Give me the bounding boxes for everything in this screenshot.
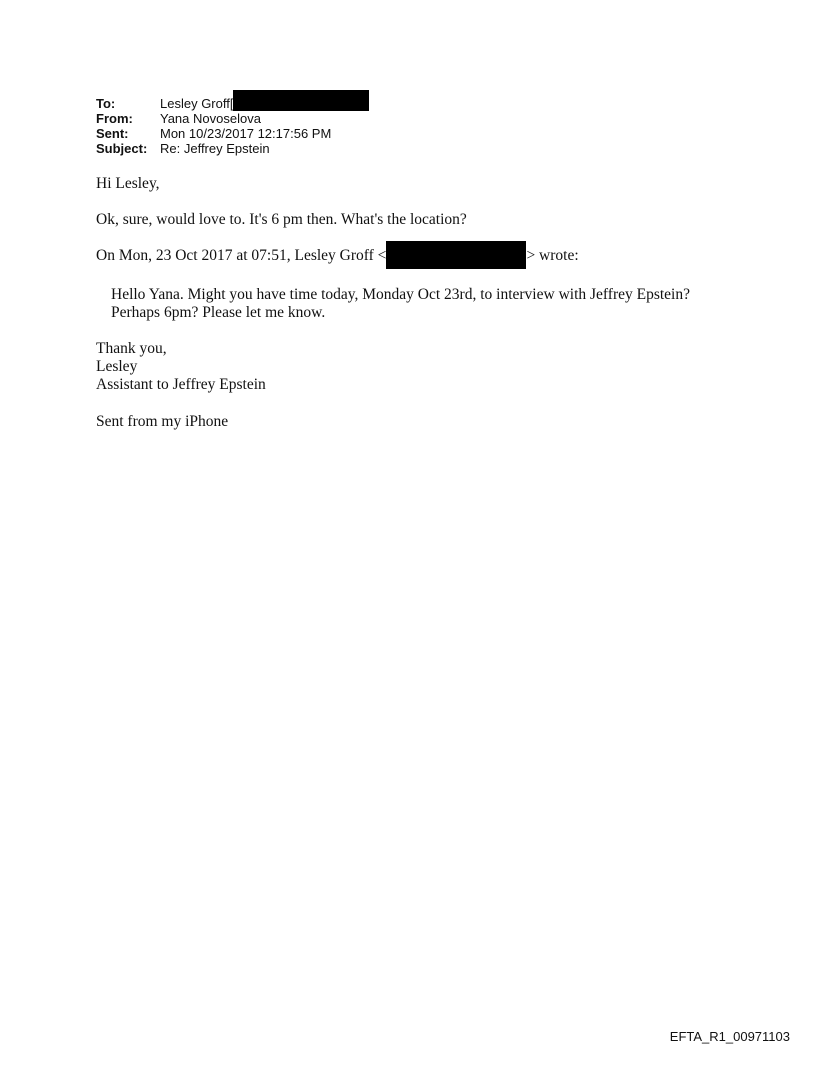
to-email-redaction (233, 90, 369, 111)
from-value: Yana Novoselova (160, 111, 261, 126)
reply-message: Ok, sure, would love to. It's 6 pm then. What's the location? (96, 211, 467, 228)
to-row (96, 96, 369, 111)
sent-value: Mon 10/23/2017 12:17:56 PM (160, 126, 332, 141)
signature-line-3: Assistant to Jeffrey Epstein (96, 376, 266, 393)
quote-intro-end: > wrote: (526, 247, 579, 264)
quoted-line-2: Perhaps 6pm? Please let me know. (111, 304, 326, 321)
sent-label: Sent: (96, 126, 129, 141)
signature-line-1: Thank you, (96, 340, 167, 357)
from-label: From: (96, 111, 133, 126)
quote-intro-start: On Mon, 23 Oct 2017 at 07:51, Lesley Groff < (96, 247, 387, 264)
quote-email-redaction (386, 241, 526, 269)
sent-row (96, 126, 369, 141)
to-recipient: Lesley Groff[ (160, 96, 234, 111)
to-label: To: (96, 96, 116, 111)
signature (96, 340, 266, 394)
email-header (96, 96, 369, 156)
subject-row (96, 141, 369, 156)
to-value (160, 96, 369, 111)
quoted-line-1: Hello Yana. Might you have time today, Monday Oct 23rd, to interview with Jeffrey Epstein? (111, 286, 690, 303)
document-id: EFTA_R1_00971103 (669, 1029, 790, 1044)
signature-line-2: Lesley (96, 358, 138, 375)
quote-intro (96, 246, 579, 269)
from-row (96, 111, 369, 126)
sent-from-line: Sent from my iPhone (96, 413, 229, 430)
subject-label: Subject: (96, 141, 148, 156)
greeting: Hi Lesley, (96, 175, 160, 192)
quoted-message (111, 286, 690, 322)
subject-value: Re: Jeffrey Epstein (160, 141, 270, 156)
